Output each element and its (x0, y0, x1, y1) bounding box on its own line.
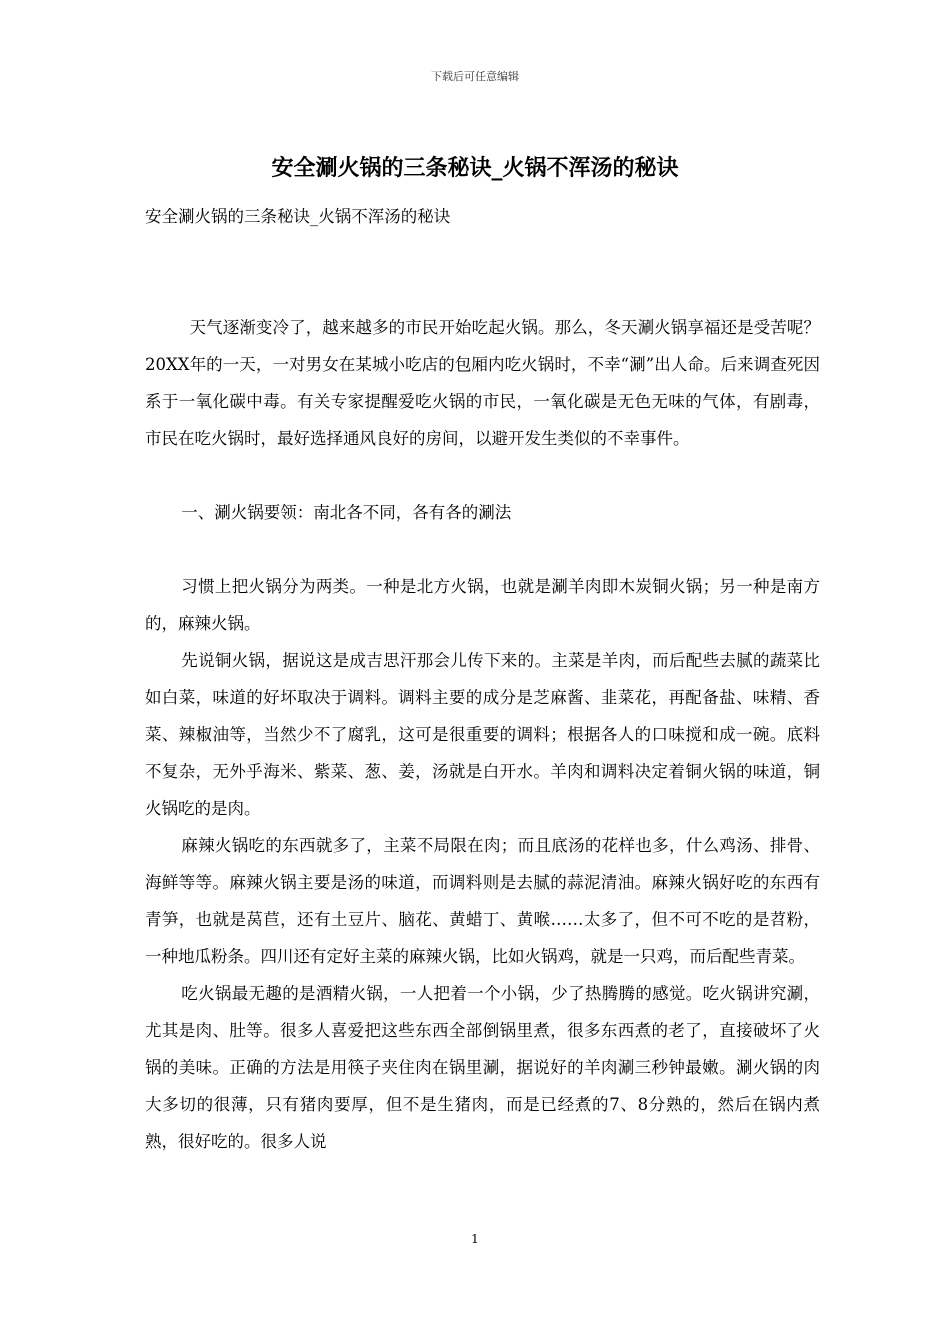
blank-line (145, 235, 820, 272)
body-paragraph: 吃火锅最无趣的是酒精火锅，一人把着一个小锅，少了热腾腾的感觉。吃火锅讲究涮，尤其是肉、肚等。很多人喜爱把这些东西全部倒锅里煮，很多东西煮的老了，直接破坏了火锅的美味。正确的方法是用筷子夹住肉在锅里涮，据说好的羊肉涮三秒钟最嫩。涮火锅的肉大多切的很薄，只有猪肉要厚，但不是生猪肉，而是已经煮的7、8分熟的，然后在锅内煮熟，很好吃的。很多人说 (145, 984, 820, 1151)
body-paragraph: 先说铜火锅，据说这是成吉思汗那会儿传下来的。主菜是羊肉，而后配些去腻的蔬菜比如白菜，味道的好坏取决于调料。调料主要的成分是芝麻酱、韭菜花，再配备盐、味精、香菜、辣椒油等，当然少不了腐乳，这可是很重要的调料；根据各人的口味搅和成一碗。底料不复杂，无外乎海米、紫菜、葱、姜，汤就是白开水。羊肉和调料决定着铜火锅的味道，铜火锅吃的是肉。 (145, 651, 820, 818)
intro-paragraph: 天气逐渐变冷了，越来越多的市民开始吃起火锅。那么，冬天涮火锅享福还是受苦呢？20XX年的一天，一对男女在某城小吃店的包厢内吃火锅时，不幸“涮”出人命。后来调查死因系于一氧化碳中毒。有关专家提醒爱吃火锅的市民，一氧化碳是无色无味的气体，有剧毒，市民在吃火锅时，最好选择通风良好的房间，以避开发生类似的不幸事件。 (145, 318, 820, 448)
page-number: 1 (471, 1232, 479, 1246)
section-heading: 一、涮火锅要领：南北各不同，各有各的涮法 (181, 503, 512, 522)
document-title: 安全涮火锅的三条秘诀_火锅不浑汤的秘诀 (271, 155, 679, 181)
body-paragraph: 麻辣火锅吃的东西就多了，主菜不局限在肉；而且底汤的花样也多，什么鸡汤、排骨、海鲜等等。麻辣火锅主要是汤的味道，而调料则是去腻的蒜泥清油。麻辣火锅好吃的东西有青笋，也就是莴苣，还有土豆片、脑花、黄蜡丁、黄喉……太多了，但不可不吃的是苕粉，一种地瓜粉条。四川还有定好主菜的麻辣火锅，比如火锅鸡，就是一只鸡，而后配些青菜。 (145, 836, 820, 966)
blank-line (145, 531, 820, 568)
header-note: 下载后可任意编辑 (431, 70, 519, 83)
document-subtitle: 安全涮火锅的三条秘诀_火锅不浑汤的秘诀 (145, 207, 451, 226)
body-paragraph: 习惯上把火锅分为两类。一种是北方火锅，也就是涮羊肉即木炭铜火锅；另一种是南方的，麻辣火锅。 (145, 577, 820, 633)
blank-line (145, 272, 820, 309)
document-body (145, 198, 820, 1160)
blank-line (145, 457, 820, 494)
